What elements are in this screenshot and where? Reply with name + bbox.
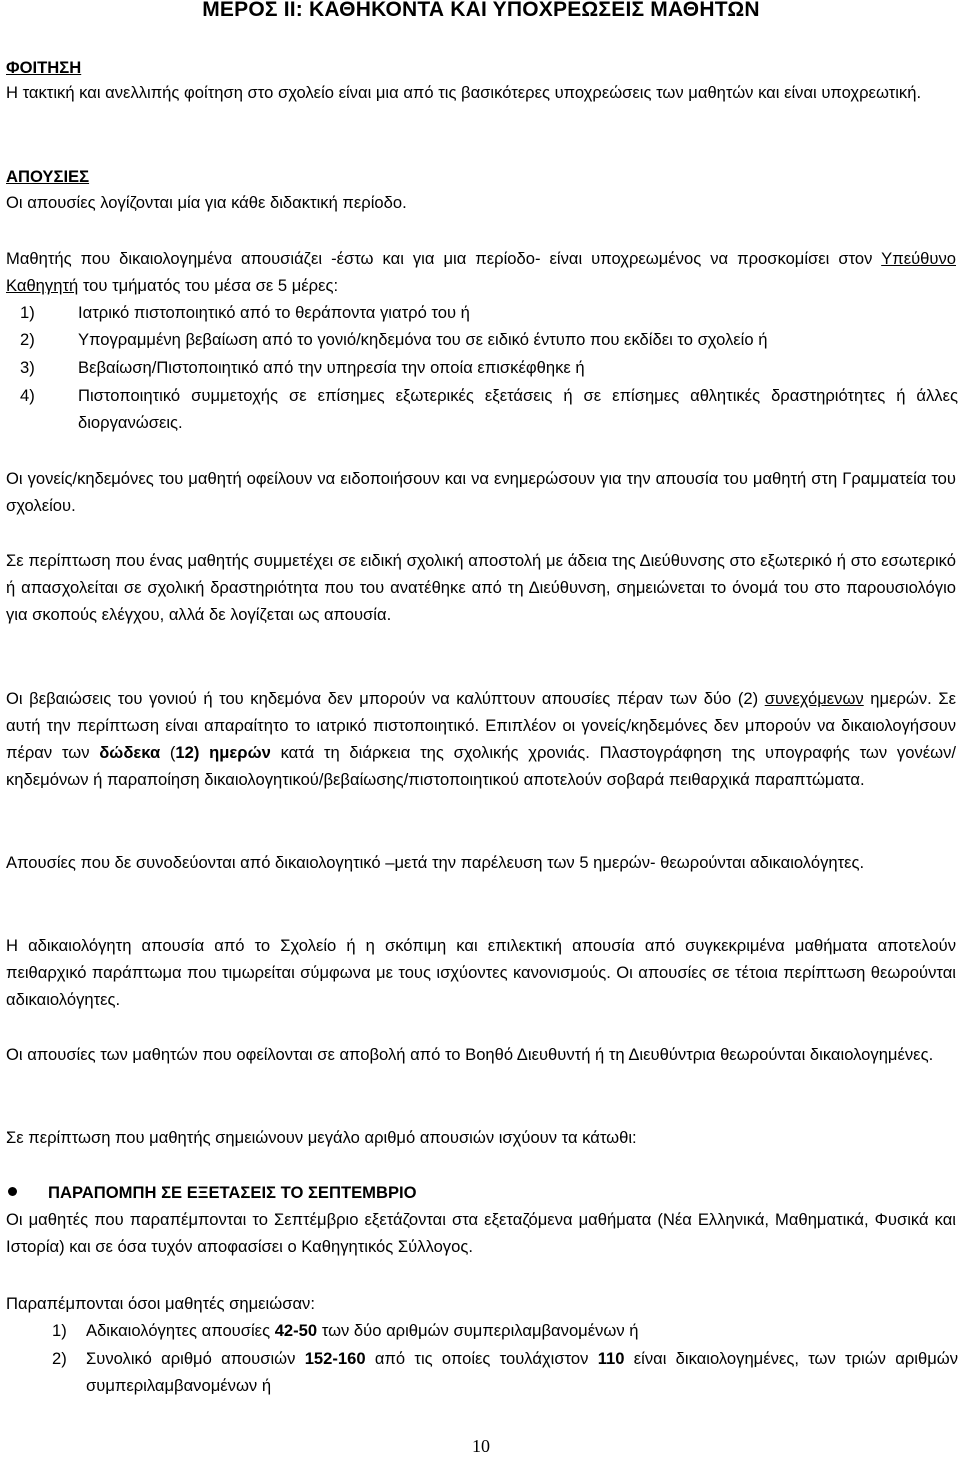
text-run: Οι βεβαιώσεις του γονιού ή του κηδεμόνα δεν μπορούν να καλύπτουν απουσίες πέραν των δύο (2) — [6, 689, 765, 708]
text-run: ημερών. Σε αυτή την περίπτωση είναι απαραίτητο το ιατρικό πιστοποιητικό. Επιπλέον οι γονείς/κηδεμόνες δεν μπορούν να δικαιολογήσουν πέραν των — [6, 689, 956, 762]
unjustified-disciplinary-paragraph: Η αδικαιολόγητη απουσία από το Σχολείο ή η σκόπιμη και επιλεκτική απουσία από συγκεκριμένα μαθήματα αποτελούν πειθαρχικό παράπτωμα που τιμωρείται σύμφωνα με τους ισχύοντες κανονισμούς. Οι απουσίες σε τέτοια περίπτωση θεωρούνται αδικαιολόγητες. — [6, 936, 956, 1009]
text-run: Συνολικό αριθμό απουσιών — [86, 1349, 305, 1368]
text-run: είναι δικαιολογημένες, των τριών αριθμών συμπεριλαμβανομένων ή — [86, 1349, 959, 1395]
twelve-days: 12) ημερών — [175, 743, 271, 762]
range-42-50: 42-50 — [274, 1321, 318, 1340]
bullet-icon — [8, 1187, 17, 1196]
referral-lead: Παραπέμπονται όσοι μαθητές σημειώσαν: — [6, 1294, 315, 1313]
list-item: Υπογραμμένη βεβαίωση από το γονιό/κηδεμόνα του σε ειδικό έντυπο που εκδίδει το σχολείο ή — [78, 330, 768, 349]
text-run: Μαθητής που δικαιολογημένα απουσιάζει -έστω και για μια περίοδο- είναι υποχρεωμένος να προσκομίσει στον — [6, 249, 882, 268]
twelve-word: δώδεκα — [99, 743, 161, 762]
page-number: 10 — [472, 1436, 490, 1456]
referral-list-item — [86, 1317, 956, 1344]
list-number: 1) — [52, 1321, 67, 1340]
number-110: 110 — [597, 1349, 625, 1368]
section-heading-attendance: ΦΟΙΤΗΣΗ — [6, 58, 82, 77]
text-run: του τμήματός του μέσα σε 5 μέρες: — [78, 276, 339, 295]
range-152-160: 152-160 — [304, 1349, 366, 1368]
referral-heading: ΠΑΡΑΠΟΜΠΗ ΣΕ ΕΞΕΤΑΣΕΙΣ ΤΟ ΣΕΠΤΕΜΒΡΙΟ — [48, 1183, 417, 1202]
list-number: 4) — [20, 386, 35, 405]
consecutive-text: συνεχόμενων — [764, 689, 864, 708]
text-run: από τις οποίες τουλάχιστον — [365, 1349, 598, 1368]
list-item: Ιατρικό πιστοποιητικό από το θεράποντα γιατρό του ή — [78, 303, 470, 322]
page-title: ΜΕΡΟΣ ΙΙ: ΚΑΘΗΚΟΝΤΑ ΚΑΙ ΥΠΟΧΡΕΩΣΕΙΣ ΜΑΘΗΤΩΝ — [202, 0, 760, 21]
list-number: 1) — [20, 303, 35, 322]
absences-paragraph-justification — [6, 245, 956, 299]
responsible-teacher-text: Υπεύθυνο Καθηγητή — [6, 249, 956, 295]
parent-certificates-paragraph — [6, 685, 956, 793]
list-number: 3) — [20, 358, 35, 377]
text-run: των δύο αριθμών συμπεριλαμβανομένων ή — [317, 1321, 639, 1340]
absences-intro: Οι απουσίες λογίζονται μία για κάθε διδακτική περίοδο. — [6, 193, 407, 212]
list-number: 2) — [52, 1349, 67, 1368]
parents-notify-paragraph: Οι γονείς/κηδεμόνες του μαθητή οφείλουν να ειδοποιήσουν και να ενημερώσουν για την απουσία του μαθητή στη Γραμματεία του σχολείου. — [6, 469, 956, 515]
school-mission-paragraph: Σε περίπτωση που ένας μαθητής συμμετέχει σε ειδική σχολική αποστολή με άδεια της Διεύθυνσης στο εξωτερικό ή στο εσωτερικό ή απασχολείται σε σχολική δραστηριότητα που του ανατέθηκε από τη Διεύθυνση, σημειώνεται το όνομά του στο παρουσιολόγιο για σκοπούς ελέγχου, αλλά δε λογίζεται ως απουσία. — [6, 551, 956, 624]
text-run: ( — [160, 743, 176, 762]
suspension-absences-paragraph: Οι απουσίες των μαθητών που οφείλονται σε αποβολή από το Βοηθό Διευθυντή ή τη Διευθύντρια θεωρούνται δικαιολογημένες. — [6, 1045, 934, 1064]
many-absences-paragraph: Σε περίπτωση που μαθητής σημειώνουν μεγάλο αριθμό απουσιών ισχύουν τα κάτωθι: — [6, 1128, 637, 1147]
list-item: Βεβαίωση/Πιστοποιητικό από την υπηρεσία την οποία επισκέφθηκε ή — [78, 358, 585, 377]
list-item: Πιστοποιητικό συμμετοχής σε επίσημες εξωτερικές εξετάσεις ή σε επίσημες αθλητικές δραστηριότητες ή άλλες διοργανώσεις. — [78, 386, 958, 432]
text-run: Αδικαιολόγητες απουσίες — [86, 1321, 275, 1340]
referral-paragraph: Οι μαθητές που παραπέμπονται το Σεπτέμβριο εξετάζονται στα εξεταζόμενα μαθήματα (Νέα Ελληνικά, Μαθηματικά, Φυσικά και Ιστορία) και σε όσα τυχόν αποφασίσει ο Καθηγητικός Σύλλογος. — [6, 1210, 956, 1256]
list-number: 2) — [20, 330, 35, 349]
attendance-paragraph: Η τακτική και ανελλιπής φοίτηση στο σχολείο είναι μια από τις βασικότερες υποχρεώσεις των μαθητών και είναι υποχρεωτική. — [6, 83, 922, 102]
unjustified-paragraph: Απουσίες που δε συνοδεύονται από δικαιολογητικό –μετά την παρέλευση των 5 ημερών- θεωρούνται αδικαιολόγητες. — [6, 853, 865, 872]
section-heading-absences: ΑΠΟΥΣΙΕΣ — [6, 167, 90, 186]
text-run: κατά τη διάρκεια της σχολικής χρονιάς. Πλαστογράφηση της υπογραφής των γονέων/κηδεμόνων ή παραποίηση δικαιολογητικού/βεβαίωσης/πιστοποιητικού αποτελούν σοβαρά πειθαρχικά παραπτώματα. — [6, 743, 957, 789]
referral-list-item — [86, 1345, 958, 1399]
